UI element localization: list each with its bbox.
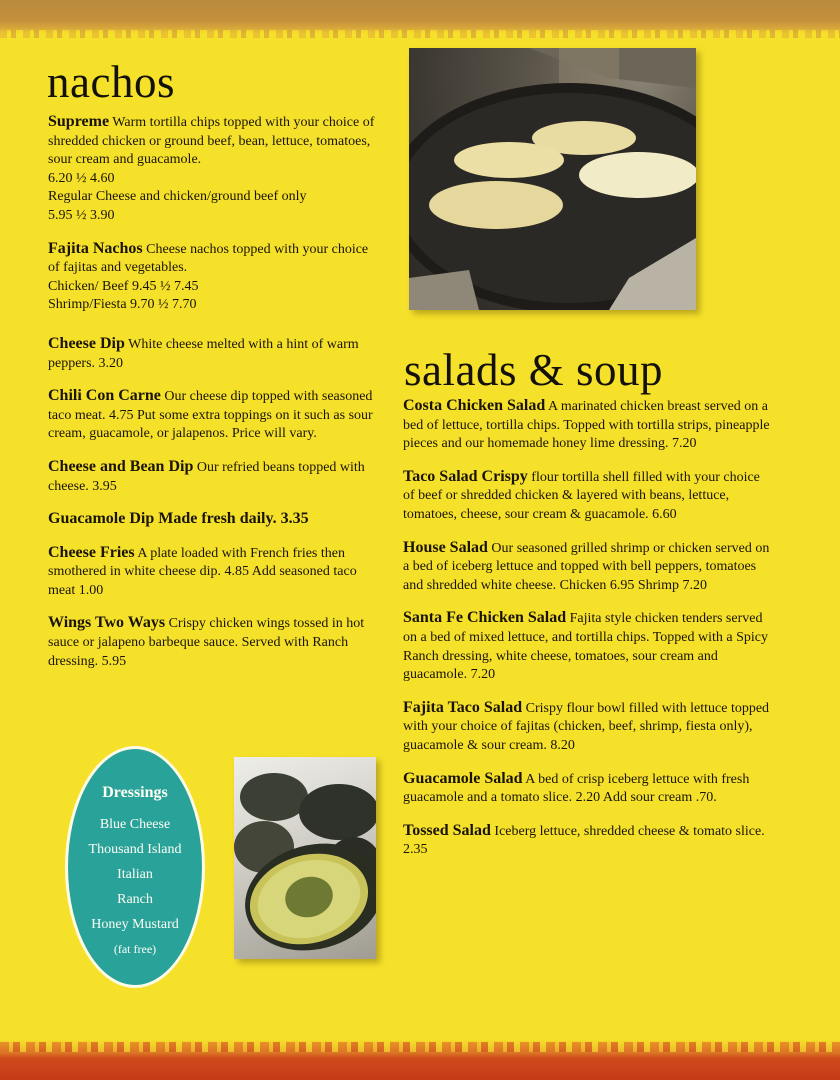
- item-name: Guacamole Salad: [403, 769, 523, 787]
- menu-item-tossed-salad: [403, 822, 773, 860]
- item-name: Taco Salad Crispy: [403, 467, 528, 485]
- item-description: Our seasoned grilled shrimp or chicken served on a bed of iceberg lettuce and topped with bell peppers, tomatoes and shredded white cheese. Chicken 6.95 Shrimp 7.20: [403, 540, 770, 593]
- menu-item-guacamole-salad: [403, 770, 773, 808]
- bottom-decorative-band: [0, 1040, 840, 1080]
- item-name: Cheese and Bean Dip: [48, 457, 194, 475]
- item-description: Crispy flour bowl filled with lettuce topped with your choice of fajitas (chicken, beef, shrimp, fiesta only), guacamole & sour cream. 8.20: [403, 700, 770, 753]
- item-description: Fajita style chicken tenders served on a bed of mixed lettuce, and tortilla chips. Topped with a Spicy Ranch dressing, white cheese, tomatoes, sour cream and guacamole. 7.20: [403, 611, 769, 683]
- menu-item-taco-salad-crispy: [403, 468, 773, 525]
- tortillas-on-griddle-photo: [409, 48, 696, 310]
- item-name: Cheese Fries: [48, 543, 135, 561]
- nachos-section-title: nachos: [47, 57, 175, 107]
- item-name: Fajita Nachos: [48, 239, 143, 257]
- menu-item-house-salad: [403, 539, 773, 596]
- dressings-oval: [65, 746, 205, 988]
- item-description: flour tortilla shell filled with your choice of beef or shredded chicken & layered with beans, lettuce, tomatoes, cheese, sour cream & guacamole. 6.60: [403, 469, 760, 522]
- dressing-item: Blue Cheese: [99, 817, 171, 832]
- item-price: Shrimp/Fiesta 9.70 ½ 7.70: [48, 297, 197, 313]
- item-description: Iceberg lettuce, shredded cheese & tomato slice. 2.35: [403, 823, 765, 858]
- item-name: Guacamole Dip Made fresh daily. 3.35: [48, 510, 309, 528]
- menu-item-supreme: [48, 113, 378, 226]
- item-description: Our cheese dip topped with seasoned taco meat. 4.75 Put some extra toppings on it such as sour cream, guacamole, or jalapenos. Price will vary.: [48, 389, 373, 442]
- dressing-item: Honey Mustard: [91, 917, 179, 932]
- salads-menu-column: [403, 397, 773, 874]
- menu-item-cheese-fries: [48, 544, 378, 601]
- item-name: Fajita Taco Salad: [403, 698, 523, 716]
- item-name: Wings Two Ways: [48, 614, 166, 632]
- item-name: Costa Chicken Salad: [403, 397, 546, 414]
- menu-item-fajita-nachos: [48, 240, 378, 315]
- menu-item-santa-fe-chicken-salad: [403, 609, 773, 684]
- dressing-item: Ranch: [117, 892, 153, 907]
- item-name: Chili Con Carne: [48, 387, 161, 405]
- dressing-item: Italian: [117, 867, 153, 882]
- item-name: House Salad: [403, 538, 488, 556]
- dressings-title: Dressings: [102, 784, 168, 801]
- item-description: A marinated chicken breast served on a bed of lettuce, tortilla chips. Topped with tortilla strips, pineapple pieces and our homemade honey lime dressing. 7.20: [403, 399, 770, 452]
- item-name: Supreme: [48, 113, 110, 130]
- item-name: Tossed Salad: [403, 821, 491, 839]
- avocado-photo: [234, 757, 376, 959]
- menu-item-wings: [48, 614, 378, 671]
- item-description: Cheese nachos topped with your choice of fajitas and vegetables.: [48, 241, 369, 276]
- dressing-item: Thousand Island: [88, 842, 182, 857]
- item-price: 6.20 ½ 4.60: [48, 170, 115, 186]
- item-price: 5.95 ½ 3.90: [48, 207, 115, 223]
- menu-item-cheese-bean-dip: [48, 458, 378, 496]
- item-description: Warm tortilla chips topped with your choice of shredded chicken or ground beef, bean, lettuce, tomatoes, sour cream and guacamole.: [48, 115, 375, 168]
- menu-item-guacamole-dip: [48, 510, 378, 530]
- nachos-menu-column: [48, 113, 378, 685]
- top-decorative-band: [0, 0, 840, 34]
- item-price: Chicken/ Beef 9.45 ½ 7.45: [48, 278, 199, 294]
- item-description: White cheese melted with a hint of warm peppers. 3.20: [48, 336, 359, 371]
- menu-item-fajita-taco-salad: [403, 699, 773, 756]
- item-description: Crispy chicken wings tossed in hot sauce or jalapeno barbeque sauce. Served with Ranch dressing. 5.95: [48, 616, 365, 669]
- item-description: A bed of crisp iceberg lettuce with fresh guacamole and a tomato slice. 2.20 Add sour cream .70.: [403, 771, 750, 806]
- item-description: Our refried beans topped with cheese. 3.95: [48, 459, 365, 494]
- regular-variant: Regular Cheese and chicken/ground beef only: [48, 189, 307, 205]
- item-description: A plate loaded with French fries then smothered in white cheese dip. 4.85 Add seasoned taco meat 1.00: [48, 545, 357, 598]
- menu-item-chili-con-carne: [48, 387, 378, 444]
- menu-item-costa-chicken-salad: [403, 397, 773, 454]
- item-name: Santa Fe Chicken Salad: [403, 609, 567, 627]
- menu-item-cheese-dip: [48, 335, 378, 373]
- item-name: Cheese Dip: [48, 334, 125, 352]
- salads-section-title: salads & soup: [404, 345, 663, 395]
- dressing-note: (fat free): [113, 942, 157, 956]
